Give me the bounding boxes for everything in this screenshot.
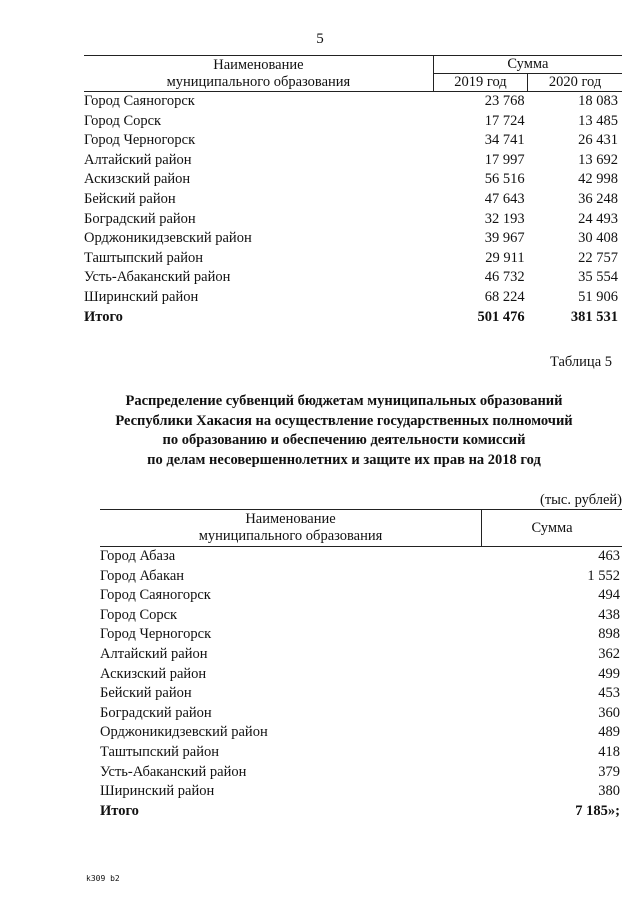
value-2019: 56 516 (484, 171, 525, 188)
table1-header-year1: 2019 год (433, 74, 527, 92)
amount: 360 (598, 704, 620, 721)
municipality-name: Алтайский район (84, 151, 192, 168)
subsidy-table-2019-2020 (84, 55, 622, 327)
municipality-name: Усть-Абаканский район (84, 269, 231, 286)
subsidy-table-2018 (100, 509, 622, 821)
footer-code: k309 b2 (86, 874, 120, 883)
municipality-name: Город Сорск (100, 606, 178, 623)
amount: 489 (598, 724, 620, 741)
value-2019: 17 724 (484, 112, 525, 129)
municipality-name: Орджоникидзевский район (84, 230, 252, 247)
total-2019: 501 476 (477, 308, 525, 325)
municipality-name: Ширинский район (84, 288, 199, 305)
value-2020: 26 431 (578, 132, 618, 149)
municipality-name: Таштыпский район (84, 249, 204, 266)
page-number: 5 (316, 31, 324, 47)
table-row (84, 170, 622, 190)
table-row (84, 131, 622, 151)
amount: 898 (598, 626, 620, 643)
table-row (100, 606, 622, 626)
table1-header-name-line1: Наименование (213, 56, 304, 73)
amount: 418 (598, 743, 620, 760)
value-2020: 24 493 (578, 210, 618, 227)
municipality-name: Город Саяногорск (100, 587, 211, 604)
table-row (100, 665, 622, 685)
total-label: Итого (100, 802, 139, 819)
municipality-name: Город Черногорск (100, 626, 212, 643)
table2-header-name-line1: Наименование (245, 511, 336, 527)
heading-line: Республики Хакасия на осуществление государственных полномочий (115, 412, 573, 429)
municipality-name: Аскизский район (100, 665, 207, 682)
value-2020: 13 485 (578, 112, 618, 129)
table-row (84, 210, 622, 230)
value-2019: 32 193 (484, 210, 525, 227)
table-row (84, 229, 622, 249)
table-row (100, 645, 622, 665)
total-row (100, 802, 622, 822)
value-2020: 30 408 (578, 230, 618, 247)
table-row (100, 586, 622, 606)
value-2019: 17 997 (484, 151, 525, 168)
table-row (84, 112, 622, 132)
municipality-name: Город Черногорск (84, 132, 196, 149)
heading-line: по делам несовершеннолетних и защите их прав на 2018 год (147, 451, 541, 468)
value-2019: 34 741 (484, 132, 525, 149)
amount: 362 (598, 645, 620, 662)
amount: 1 552 (587, 567, 620, 584)
table-row (100, 704, 622, 724)
heading-line: Распределение субвенций бюджетам муниципальных образований (125, 393, 563, 409)
municipality-name: Бейский район (84, 190, 176, 207)
table2-header-name (100, 510, 482, 547)
municipality-name: Алтайский район (100, 645, 208, 662)
municipality-name: Город Абаза (100, 548, 176, 564)
municipality-name: Боградский район (84, 210, 196, 227)
table-row (84, 249, 622, 269)
value-2020: 22 757 (578, 249, 618, 266)
table-row (84, 92, 622, 112)
table-row (84, 268, 622, 288)
municipality-name: Орджоникидзевский район (100, 724, 268, 741)
table2-header-sum: Сумма (482, 510, 623, 547)
total-2020: 381 531 (570, 308, 618, 325)
municipality-name: Ширинский район (100, 783, 215, 800)
municipality-name: Аскизский район (84, 171, 191, 188)
table-row (100, 763, 622, 783)
table1-header-name-line2: муниципального образования (166, 73, 351, 90)
total-row (84, 308, 622, 328)
table2-header-name-line2: муниципального образования (198, 528, 383, 544)
amount: 453 (598, 685, 620, 702)
value-2019: 23 768 (484, 93, 525, 109)
value-2020: 13 692 (578, 151, 618, 168)
value-2020: 42 998 (578, 171, 618, 188)
table-row (100, 547, 622, 567)
municipality-name: Таштыпский район (100, 743, 220, 760)
municipality-name: Город Абакан (100, 567, 185, 584)
value-2019: 29 911 (485, 249, 525, 266)
amount: 499 (598, 665, 620, 682)
table1-body (84, 92, 622, 328)
municipality-name: Бейский район (100, 685, 192, 702)
amount: 380 (598, 783, 620, 800)
value-2020: 35 554 (578, 269, 618, 286)
value-2020: 36 248 (578, 190, 618, 207)
value-2019: 68 224 (484, 288, 525, 305)
table2-units: (тыс. рублей) (540, 492, 622, 508)
amount: 379 (598, 763, 620, 780)
value-2020: 18 083 (578, 93, 618, 109)
total-amount: 7 185»; (575, 802, 620, 819)
municipality-name: Город Саяногорск (84, 93, 195, 109)
table-row (100, 723, 622, 743)
table1-header-year2: 2020 год (528, 74, 622, 92)
table-caption: Таблица 5 (549, 354, 612, 370)
table-row (84, 288, 622, 308)
amount: 438 (598, 606, 620, 623)
heading-line: по образованию и обеспечению деятельности комиссий (162, 432, 526, 448)
municipality-name: Боградский район (100, 704, 212, 721)
table-row (100, 782, 622, 802)
table-row (100, 625, 622, 645)
total-label: Итого (84, 308, 123, 325)
table-row (84, 190, 622, 210)
value-2019: 47 643 (484, 190, 525, 207)
table-row (100, 684, 622, 704)
table2-heading (60, 392, 628, 470)
amount: 463 (598, 548, 620, 564)
value-2020: 51 906 (578, 288, 618, 305)
table2-body (100, 547, 622, 822)
table1-header-sum: Сумма (433, 56, 622, 74)
amount: 494 (598, 587, 620, 604)
table-row (100, 743, 622, 763)
municipality-name: Усть-Абаканский район (100, 763, 247, 780)
value-2019: 46 732 (484, 269, 525, 286)
value-2019: 39 967 (484, 230, 525, 247)
table1-header-name (84, 56, 433, 92)
table-row (84, 151, 622, 171)
table-row (100, 567, 622, 587)
municipality-name: Город Сорск (84, 112, 162, 129)
